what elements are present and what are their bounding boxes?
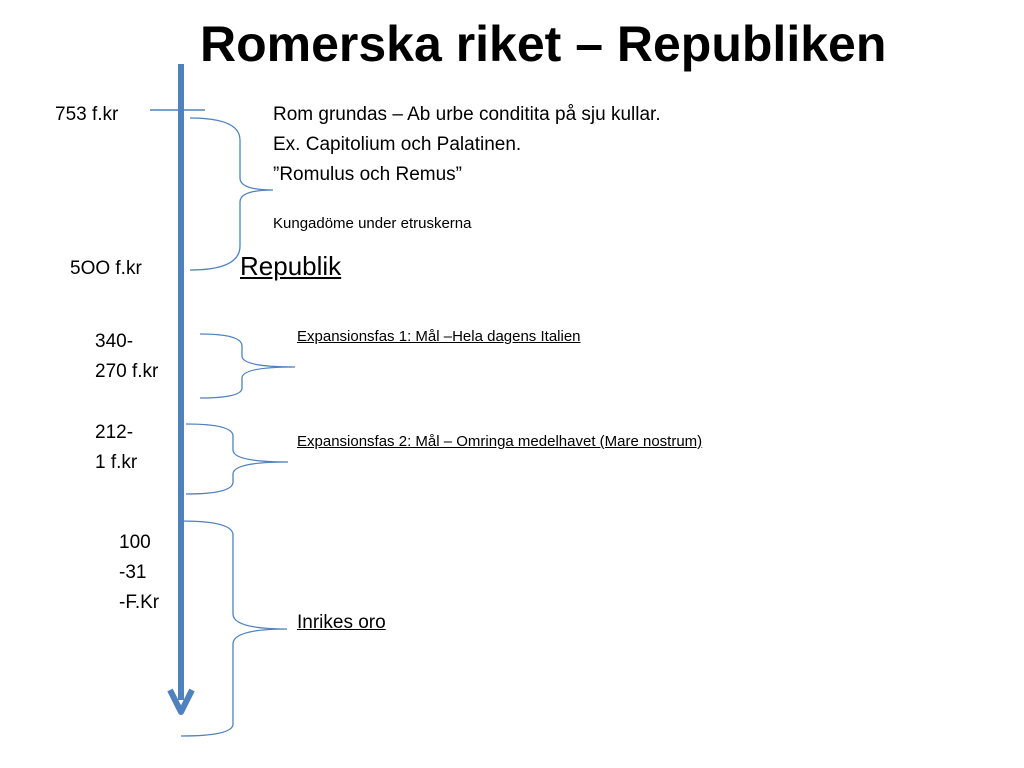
date-753: 753 f.kr <box>55 104 119 125</box>
event-rome-line2: Ex. Capitolium och Palatinen. <box>273 134 522 155</box>
bracket-expansion1 <box>200 334 295 398</box>
date-212-line2: 1 f.kr <box>95 452 138 473</box>
bracket-founding <box>190 118 273 270</box>
bracket-expansion2 <box>186 424 288 494</box>
date-100-line2: -31 <box>119 562 147 583</box>
date-100-line1: 100 <box>119 532 151 553</box>
event-expansion1: Expansionsfas 1: Mål –Hela dagens Italien <box>297 328 581 345</box>
event-expansion2: Expansionsfas 2: Mål – Omringa medelhavet (Mare nostrum) <box>297 433 703 450</box>
bracket-unrest <box>181 521 287 736</box>
date-500: 5OO f.kr <box>70 258 142 279</box>
event-rome-line1: Rom grundas – Ab urbe conditita på sju kullar. <box>273 104 661 125</box>
event-rome-line3: ”Romulus och Remus” <box>273 164 462 185</box>
slide-title: Romerska riket – Republiken <box>200 16 887 72</box>
date-340-line2: 270 f.kr <box>95 361 159 382</box>
event-kingdom: Kungadöme under etruskerna <box>273 215 472 232</box>
event-unrest: Inrikes oro <box>297 612 386 633</box>
date-340-line1: 340- <box>95 331 134 352</box>
event-republic: Republik <box>240 251 342 281</box>
date-100-line3: -F.Kr <box>119 592 160 613</box>
date-212-line1: 212- <box>95 422 134 443</box>
